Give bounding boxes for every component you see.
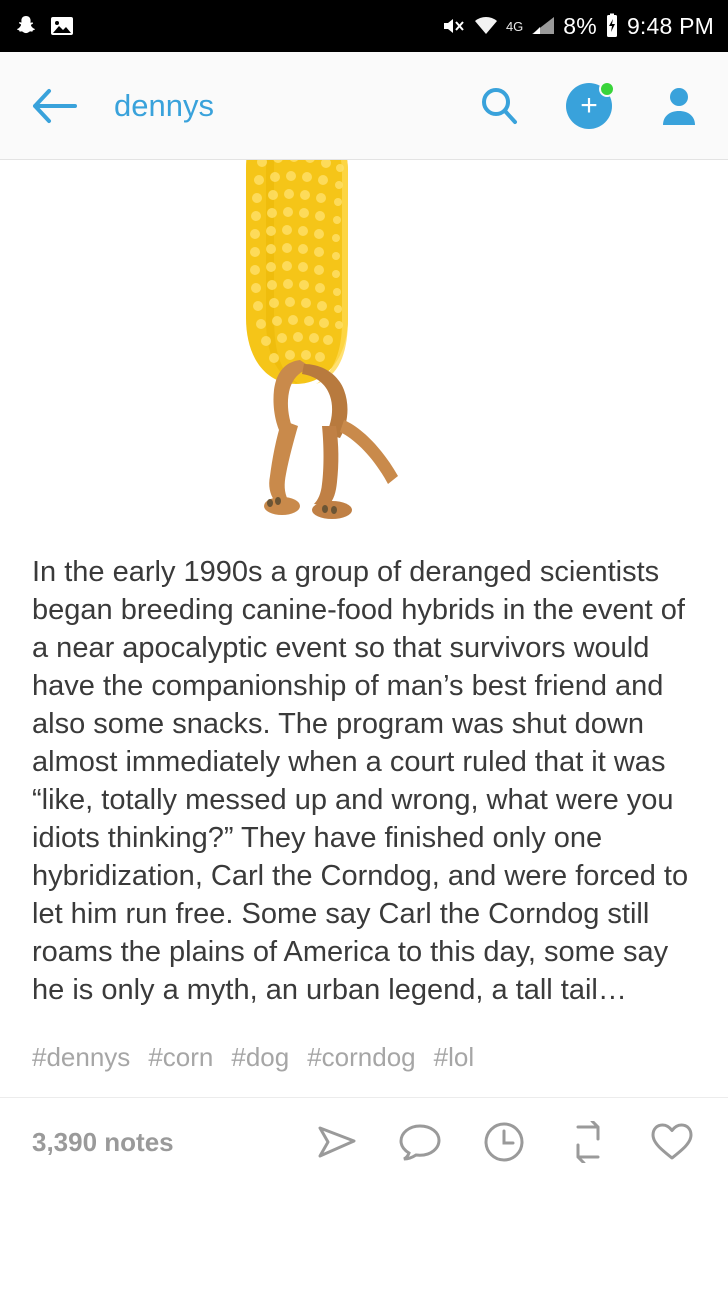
blog-title[interactable]: dennys xyxy=(114,87,214,123)
like-heart-icon[interactable] xyxy=(648,1118,696,1166)
photos-icon xyxy=(50,15,74,37)
post-tags xyxy=(0,1016,728,1073)
reblog-icon[interactable] xyxy=(564,1118,612,1166)
status-bar-left xyxy=(14,14,74,38)
back-arrow-icon[interactable] xyxy=(26,78,82,134)
tag-corndog[interactable]: #corndog xyxy=(307,1041,416,1072)
app-bar xyxy=(0,52,728,160)
wifi-icon xyxy=(473,15,499,37)
tag-dog[interactable]: #dog xyxy=(231,1041,290,1072)
account-icon[interactable] xyxy=(656,83,702,129)
post-actions xyxy=(312,1118,696,1166)
notes-count[interactable]: 3,390 notes xyxy=(32,1126,174,1157)
search-icon[interactable] xyxy=(476,83,522,129)
post-photo[interactable] xyxy=(0,160,728,520)
post xyxy=(0,160,728,1187)
compose-plus-icon: + xyxy=(566,83,612,129)
reply-icon[interactable] xyxy=(396,1118,444,1166)
tag-corn[interactable]: #corn xyxy=(148,1041,214,1072)
corndog-image xyxy=(204,160,524,520)
battery-charging-icon xyxy=(604,13,620,39)
battery-percent: 8% xyxy=(563,12,597,39)
app-bar-actions xyxy=(476,83,702,129)
post-caption: In the early 1990s a group of deranged scientists began breeding canine-food hybrids in the event of a near apocalyptic event so that survivors would have the companionship of man’s best friend and also some snacks. The program was shut down almost immediately when a court ruled that it was “like, totally messed up and wrong, what were you idiots thinking?” They have finished only one hybridization, Carl the Corndog, and were forced to let him run free. Some say Carl the Corndog still roams the plains of America to this day, some say he is only a myth, an urban legend, a tall tail… xyxy=(32,556,689,1006)
snapchat-icon xyxy=(14,14,38,38)
tag-dennys[interactable]: #dennys xyxy=(32,1041,131,1072)
compose-button[interactable] xyxy=(566,83,612,129)
signal-icon xyxy=(530,15,556,37)
status-bar-right xyxy=(440,13,714,40)
post-footer xyxy=(0,1097,728,1187)
share-icon[interactable] xyxy=(312,1118,360,1166)
mute-icon xyxy=(440,14,466,38)
status-bar xyxy=(0,0,728,52)
clock-time: 9:48 PM xyxy=(626,12,714,39)
tag-lol[interactable]: #lol xyxy=(433,1041,475,1072)
notification-dot xyxy=(599,81,615,97)
queue-clock-icon[interactable] xyxy=(480,1118,528,1166)
network-type: 4G xyxy=(505,18,524,34)
